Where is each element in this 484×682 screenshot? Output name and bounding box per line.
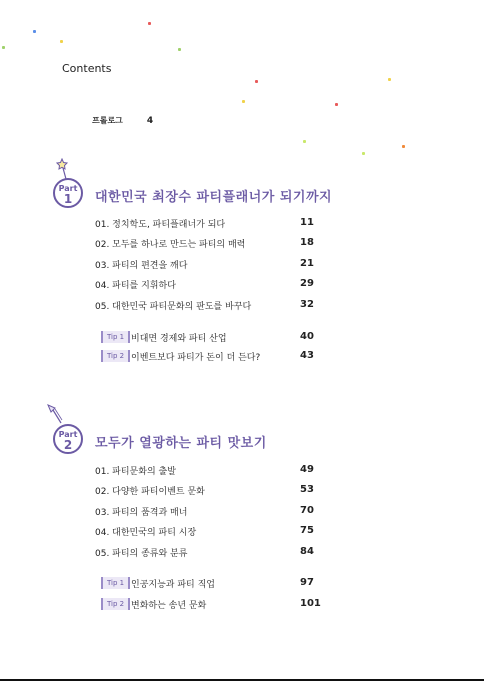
chapter-entry[interactable] bbox=[95, 278, 315, 292]
chapter-title: 02. 다양한 파티이벤트 문화 bbox=[95, 487, 205, 497]
chapter-entry[interactable] bbox=[95, 505, 315, 519]
chapter-entry[interactable] bbox=[95, 546, 315, 560]
chapter-page: 75 bbox=[300, 525, 314, 536]
chapter-title: 04. 파티를 지휘하다 bbox=[95, 281, 176, 291]
prologue-entry[interactable] bbox=[92, 115, 153, 126]
chapter-page: 70 bbox=[300, 505, 314, 516]
part-1-label: Part bbox=[58, 184, 78, 193]
part-2-title: 모두가 열광하는 파티 맛보기 bbox=[95, 436, 267, 451]
party-popper-icon bbox=[46, 403, 64, 425]
chapter-entry[interactable] bbox=[95, 217, 315, 231]
prologue-page: 4 bbox=[146, 116, 154, 126]
chapter-page: 18 bbox=[300, 237, 314, 248]
tip-title: 비대면 경제와 파티 산업 bbox=[131, 334, 227, 344]
part-1-badge bbox=[53, 178, 83, 208]
tip-title: 변화하는 송년 문화 bbox=[131, 601, 207, 611]
tip-page: 101 bbox=[300, 598, 321, 609]
tip-entry[interactable] bbox=[95, 577, 315, 591]
tip-entry[interactable] bbox=[95, 350, 315, 364]
chapter-title: 03. 파티의 품격과 매너 bbox=[95, 508, 188, 518]
chapter-title: 04. 대한민국의 파티 시장 bbox=[95, 528, 197, 538]
chapter-entry[interactable] bbox=[95, 525, 315, 539]
part-2-number: 2 bbox=[63, 438, 73, 452]
page-bottom-rule bbox=[0, 679, 484, 681]
part-1-title: 대한민국 최장수 파티플래너가 되기까지 bbox=[95, 190, 333, 205]
chapter-page: 11 bbox=[300, 217, 314, 228]
star-wand-icon bbox=[56, 158, 70, 180]
chapter-title: 01. 파티문화의 출발 bbox=[95, 467, 176, 477]
tip-page: 43 bbox=[300, 350, 314, 361]
chapter-entry[interactable] bbox=[95, 464, 315, 478]
tip-entry[interactable] bbox=[95, 331, 315, 345]
tip-badge: Tip 2 bbox=[101, 598, 130, 610]
tip-title: 이벤트보다 파티가 돈이 더 든다? bbox=[131, 353, 261, 363]
chapter-entry[interactable] bbox=[95, 258, 315, 272]
part-2-label: Part bbox=[58, 430, 78, 439]
tip-page: 40 bbox=[300, 331, 314, 342]
chapter-title: 01. 정치학도, 파티플래너가 되다 bbox=[95, 220, 226, 230]
chapter-page: 32 bbox=[300, 299, 314, 310]
part-2-badge bbox=[53, 424, 83, 454]
chapter-page: 84 bbox=[300, 546, 314, 557]
tip-badge: Tip 1 bbox=[101, 577, 130, 589]
page-title: Contents bbox=[62, 62, 112, 75]
chapter-page: 49 bbox=[300, 464, 314, 475]
tip-page: 97 bbox=[300, 577, 314, 588]
part-1-number: 1 bbox=[63, 192, 73, 206]
chapter-title: 05. 파티의 종류와 분류 bbox=[95, 549, 188, 559]
tip-badge: Tip 2 bbox=[101, 350, 130, 362]
chapter-title: 03. 파티의 편견을 깨다 bbox=[95, 261, 188, 271]
chapter-title: 05. 대한민국 파티문화의 판도를 바꾸다 bbox=[95, 302, 252, 312]
chapter-title: 02. 모두를 하나로 만드는 파티의 매력 bbox=[95, 240, 246, 250]
tip-title: 인공지능과 파티 직업 bbox=[131, 580, 215, 590]
chapter-entry[interactable] bbox=[95, 484, 315, 498]
prologue-title: 프롤로그 bbox=[92, 116, 123, 125]
chapter-page: 21 bbox=[300, 258, 314, 269]
chapter-entry[interactable] bbox=[95, 237, 315, 251]
chapter-entry[interactable] bbox=[95, 299, 315, 313]
chapter-page: 29 bbox=[300, 278, 314, 289]
tip-badge: Tip 1 bbox=[101, 331, 130, 343]
tip-entry[interactable] bbox=[95, 598, 321, 612]
chapter-page: 53 bbox=[300, 484, 314, 495]
